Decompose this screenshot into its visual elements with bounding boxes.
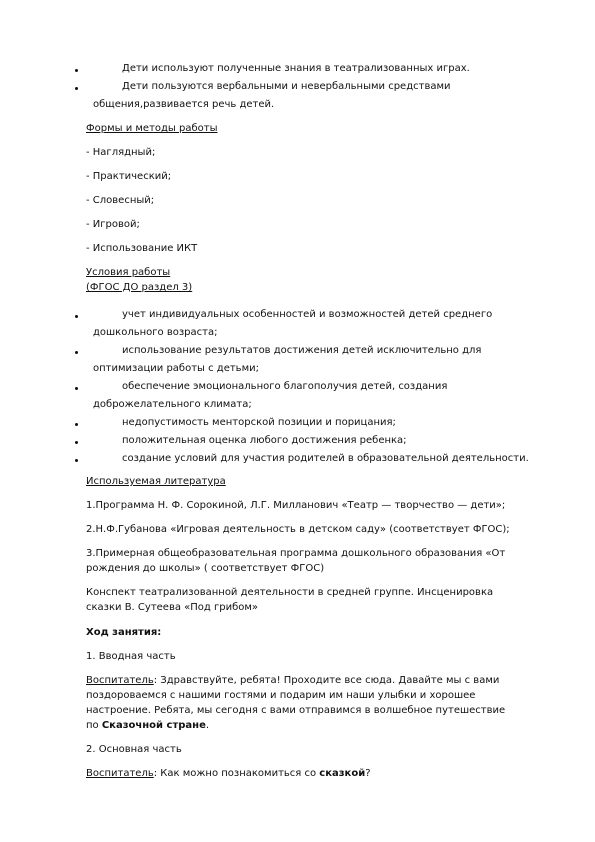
bullet-text: Дети пользуются вербальными и невербальными средствами — [122, 81, 451, 92]
teacher-line: Воспитатель: Здравствуйте, ребята! Проходите все сюда. Давайте мы с вами — [86, 675, 500, 686]
bullet-text: использование результатов достижения детей исключительно для — [122, 345, 482, 356]
teacher-line: Воспитатель: Как можно познакомиться со сказкой? — [86, 768, 371, 779]
speaker-label: Воспитатель — [86, 675, 154, 686]
bullet-icon — [75, 459, 78, 462]
lesson-summary: Конспект театрализованной деятельности в средней группе. Инсценировка — [86, 587, 494, 598]
section-heading-literature: Используемая литература — [86, 476, 226, 487]
bullet-text: учет индивидуальных особенностей и возможностей детей среднего — [122, 309, 493, 320]
section-heading-forms: Формы и методы работы — [86, 123, 218, 134]
lesson-summary-continuation: сказки В. Сутеева «Под грибом» — [86, 602, 259, 613]
bullet-text: обеспечение эмоционального благополучия детей, создания — [122, 381, 448, 392]
list-item: - Игровой; — [86, 219, 140, 230]
bullet-text-continuation: доброжелательного климата; — [93, 399, 252, 410]
section-heading-conditions: Условия работы — [86, 267, 171, 278]
paragraph-line: поздороваемся с нашими гостями и подарим им наши улыбки и хорошее — [86, 690, 476, 701]
bullet-icon — [75, 69, 78, 72]
speaker-label: Воспитатель — [86, 768, 154, 779]
paragraph-line: настроение. Ребята, мы сегодня с вами отправимся в волшебное путешествие — [86, 705, 506, 716]
bullet-icon — [75, 87, 78, 90]
literature-item: 2.Н.Ф.Губанова «Игровая деятельность в детском саду» (соответствует ФГОС); — [86, 524, 510, 535]
bullet-icon — [75, 315, 78, 318]
lesson-part-2: 2. Основная часть — [86, 744, 182, 755]
list-item: - Словесный; — [86, 195, 155, 206]
bullet-text-continuation: оптимизации работы с детьми; — [93, 363, 259, 374]
bullet-text: создание условий для участия родителей в образовательной деятельности. — [122, 453, 529, 464]
paragraph-line: по Сказочной стране. — [86, 720, 210, 731]
literature-item: 3.Примерная общеобразовательная программа дошкольного образования «От — [86, 548, 506, 559]
lesson-part-1: 1. Вводная часть — [86, 651, 176, 662]
bullet-icon — [75, 351, 78, 354]
literature-item-continuation: рождения до школы» ( соответствует ФГОС) — [86, 563, 325, 574]
list-item: - Практический; — [86, 171, 172, 182]
bullet-icon — [75, 387, 78, 390]
bullet-icon — [75, 423, 78, 426]
list-item: - Использование ИКТ — [86, 243, 198, 254]
section-subheading-conditions: (ФГОС ДО раздел 3) — [86, 282, 193, 293]
bullet-text: Дети используют полученные знания в театрализованных играх. — [122, 63, 470, 74]
bullet-text-continuation: дошкольного возраста; — [93, 327, 218, 338]
bullet-icon — [75, 441, 78, 444]
bullet-text-continuation: общения,развивается речь детей. — [93, 99, 275, 110]
bullet-text: положительная оценка любого достижения ребенка; — [122, 435, 407, 446]
lesson-heading: Ход занятия: — [86, 627, 162, 638]
list-item: - Наглядный; — [86, 147, 156, 158]
bullet-text: недопустимость менторской позиции и порицания; — [122, 417, 396, 428]
literature-item: 1.Программа Н. Ф. Сорокиной, Л.Г. Милланович «Театр — творчество — дети»; — [86, 500, 506, 511]
